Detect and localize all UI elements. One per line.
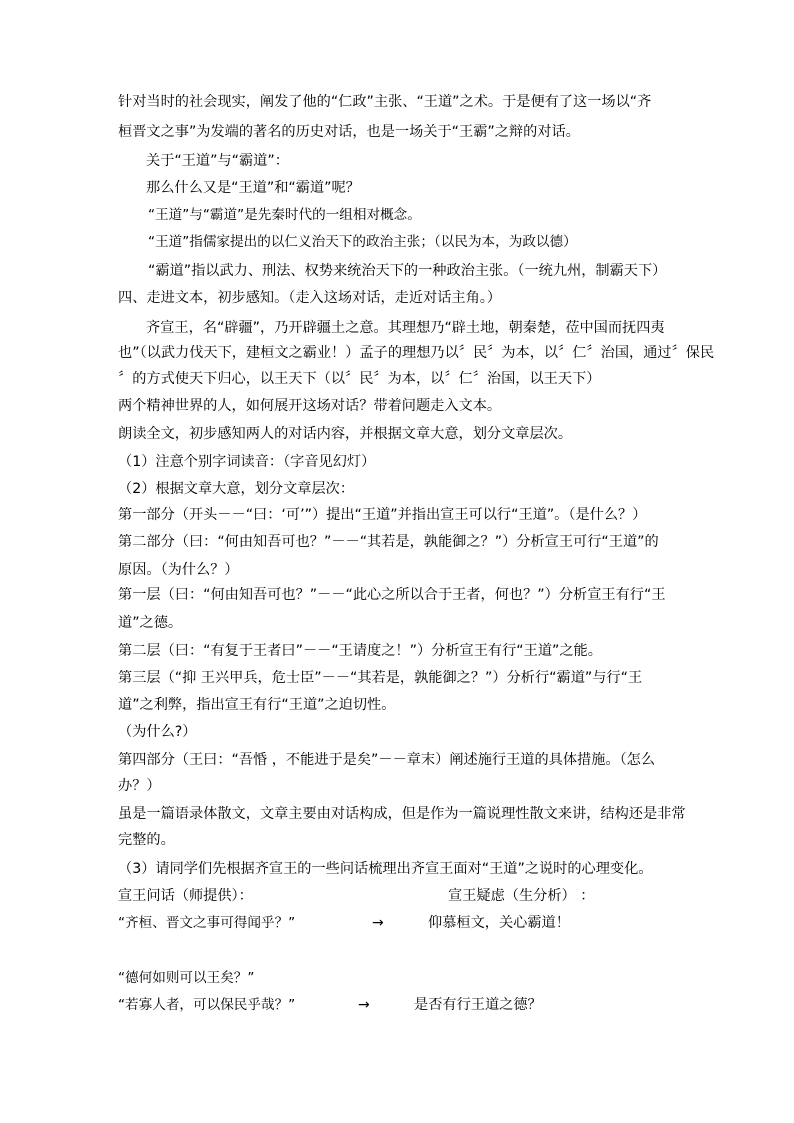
paragraph-line: 桓晋文之事”为发端的著名的历史对话，也是一场关于“王霸”之辩的对话。 <box>118 124 580 140</box>
paragraph-line: “王道”与“霸道”是先秦时代的一组相对概念。 <box>148 207 421 223</box>
question-cell: “齐桓、晋文之事可得闻乎？” <box>118 915 296 931</box>
table-left-header: 宣王问话（师提供）： <box>118 888 253 904</box>
section-heading: 四、走进文本，初步感知。（走入这场对话，走近对话主角。） <box>118 290 502 306</box>
paragraph-line: 第二层（曰：“有复于王者曰”－－“王请度之！”）分析宣王有行“王道”之能。 <box>118 643 602 659</box>
paragraph-line: 道”之德。 <box>118 615 183 631</box>
paragraph-line: 虽是一篇语录体散文，文章主要由对话构成，但是作为一篇说理性散文来讲，结构还是非常 <box>118 806 686 822</box>
paragraph-line: 第一层（曰：“何由知吾可也？”－－“此心之所以合于王者，何也？”）分析宣王有行“王 <box>118 587 666 603</box>
analysis-cell: 是否有行王道之德？ <box>414 997 542 1013</box>
paragraph-line: 那么什么又是“王道”和“霸道”呢？ <box>146 180 360 196</box>
paragraph-line: （1）注意个别字词读音：（字音见幻灯） <box>118 454 376 470</box>
paragraph-line: 齐宣王，名“辟疆”，乃开辟疆土之意。其理想乃“辟土地，朝秦楚，莅中国而抚四夷 <box>146 320 665 336</box>
paragraph-line: 第一部分（开头－－“曰：‘可’”）提出“王道”并指出宣王可以行“王道”。（是什么？） <box>118 507 647 523</box>
right-arrow-icon: → <box>372 915 384 931</box>
paragraph-line: 也”（以武力伐天下，建桓文之霸业！）孟子的理想乃以〞民〞为本，以〞仁〞治国，通过〞保民 <box>118 345 715 361</box>
paragraph-line: （3）请同学们先根据齐宣王的一些问话梳理出齐宣王面对“王道”之说时的心理变化。 <box>118 861 653 877</box>
section-heading: 关于“王道”与“霸道”： <box>146 153 289 169</box>
paragraph-line: 完整的。 <box>118 832 175 848</box>
question-cell: “德何如则可以王矣？” <box>118 970 255 986</box>
paragraph-line: 朗读全文，初步感知两人的对话内容，并根据文章大意，划分文章层次。 <box>118 426 573 442</box>
table-right-header: 宣王疑虑（生分析） ： <box>448 888 595 904</box>
paragraph-line: 针对当时的社会现实，阐发了他的“仁政”主张、“王道”之术。于是便有了这一场以“齐 <box>118 94 652 110</box>
paragraph-line: 两个精神世界的人，如何展开这场对话？带着问题走入文本。 <box>118 398 502 414</box>
paragraph-line: “霸道”指以武力、刑法、权势来统治天下的一种政治主张。（一统九州，制霸天下） <box>148 263 667 279</box>
paragraph-line: 第三层（“抑 王兴甲兵，危士臣”－－“其若是，孰能御之？”）分析行“霸道”与行“王 <box>118 670 643 686</box>
paragraph-line: “王道”指儒家提出的以仁义治天下的政治主张；（以民为本，为政以德） <box>148 234 577 250</box>
right-arrow-icon: → <box>358 997 370 1013</box>
paragraph-line: 〞的方式使天下归心，以王天下（以〞民〞为本，以〞仁〞治国，以王天下） <box>118 371 601 387</box>
paragraph-line: （2）根据文章大意，划分文章层次： <box>118 481 355 497</box>
paragraph-line: 第二部分（曰：“何由知吾可也？”－－“其若是，孰能御之？”）分析宣王可行“王道”的 <box>118 534 659 550</box>
paragraph-line: （为什么?） <box>118 724 197 740</box>
question-cell: “若寡人者，可以保民乎哉？” <box>118 997 296 1013</box>
paragraph-line: 第四部分（王曰：“吾惛 ，不能进于是矣”－－章末）阐述施行王道的具体措施。（怎么 <box>118 752 656 768</box>
analysis-cell: 仰慕桓文，关心霸道！ <box>428 915 570 931</box>
paragraph-line: 办？） <box>118 778 161 794</box>
paragraph-line: 原因。（为什么？） <box>118 562 239 578</box>
paragraph-line: 道”之利弊，指出宣王有行“王道”之迫切性。 <box>118 697 396 713</box>
